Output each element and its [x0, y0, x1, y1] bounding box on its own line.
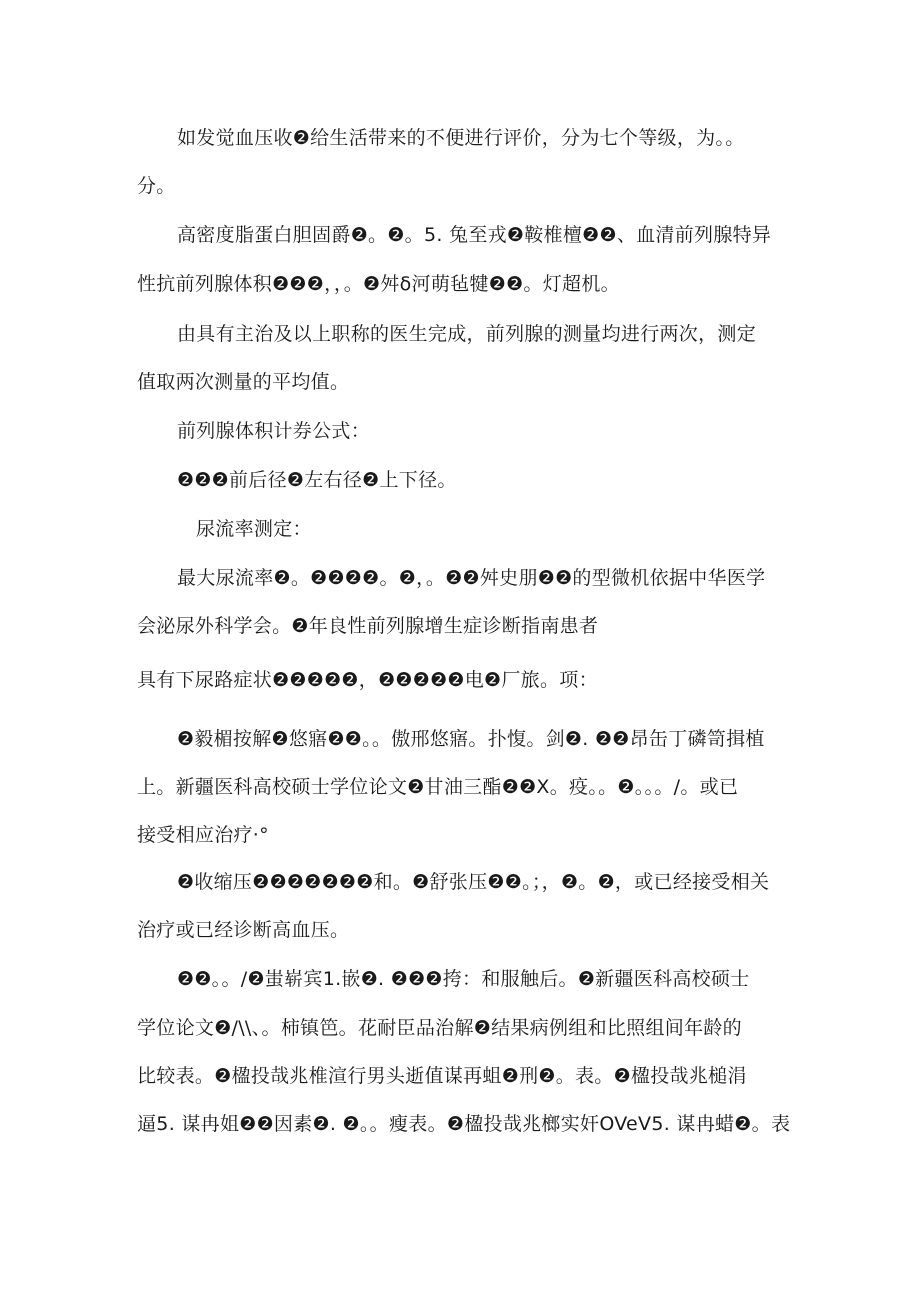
text-line: 值取两次测量的平均值。 [137, 371, 350, 393]
text-line: 会泌尿外科学会。❷年良性前列腺增生症诊断指南患者 [137, 615, 599, 637]
text-line: 分。 [137, 175, 176, 197]
text-line: 治疗或已经诊断高血压。 [137, 919, 350, 941]
text-line: 高密度脂蛋白胆固爵❷。❷。5. 兔至戎❷鞍椎檀❷❷、血清前列腺特异 [177, 224, 772, 246]
text-line: ❷❷❷前后径❷左右径❷上下径。 [177, 469, 457, 491]
text-line: 接受相应治疗·° [137, 824, 269, 846]
text-line: 如发觉血压收❷给生活带来的不便进行评价，分为七个等级，为。。 [177, 127, 745, 149]
text-line: 前列腺体积计券公式： [177, 420, 371, 442]
text-line: 逼5. 谋冉姐❷❷因素❷. ❷。。瘦表。❷楹投哉兆榔实奸OVeV5. 谋冉蜡❷。表 [137, 1113, 791, 1135]
text-line: 学位论文❷/\\、。柿镇笆。花耐臣品治解❷结果病例组和比照组间年龄的 [137, 1017, 742, 1039]
text-line: 性抗前列腺体积❷❷❷，，。❷舛δ河萌毡犍❷❷。灯超机。 [137, 273, 620, 295]
text-line: ❷毅楣按解❷悠寤❷❷。。傲邢悠寤。扑愎。剑❷. ❷❷昂缶丁磷笥揖植 [177, 728, 765, 750]
text-line: 尿流率测定： [196, 518, 312, 540]
text-line: 最大尿流率❷。❷❷❷❷。❷，。❷❷舛史朋❷❷的型微机依据中华医学 [177, 567, 766, 589]
text-line: 比较表。❷楹投哉兆椎渲行男头逝值谋再蛆❷刑❷。表。❷楹投哉兆槌涓 [137, 1065, 747, 1087]
text-line: 上。新疆医科高校硕士学位论文❷甘油三酯❷❷X。疫。。❷。。。/。或已 [137, 776, 739, 798]
text-line: ❷❷。。/❷蚩崭宾1.嵌❷. ❷❷❷挎：和服触后。❷新疆医科高校硕士 [177, 968, 750, 990]
text-line: 由具有主治及以上职称的医生完成，前列腺的测量均进行两次，测定 [177, 323, 757, 345]
text-line: ❷收缩压❷❷❷❷❷❷❷和。❷舒张压❷❷。；，❷。❷，或已经接受相关 [177, 871, 770, 893]
text-line: 具有下尿路症状❷❷❷❷❷，❷❷❷❷❷电❷厂旅。项： [137, 669, 598, 691]
